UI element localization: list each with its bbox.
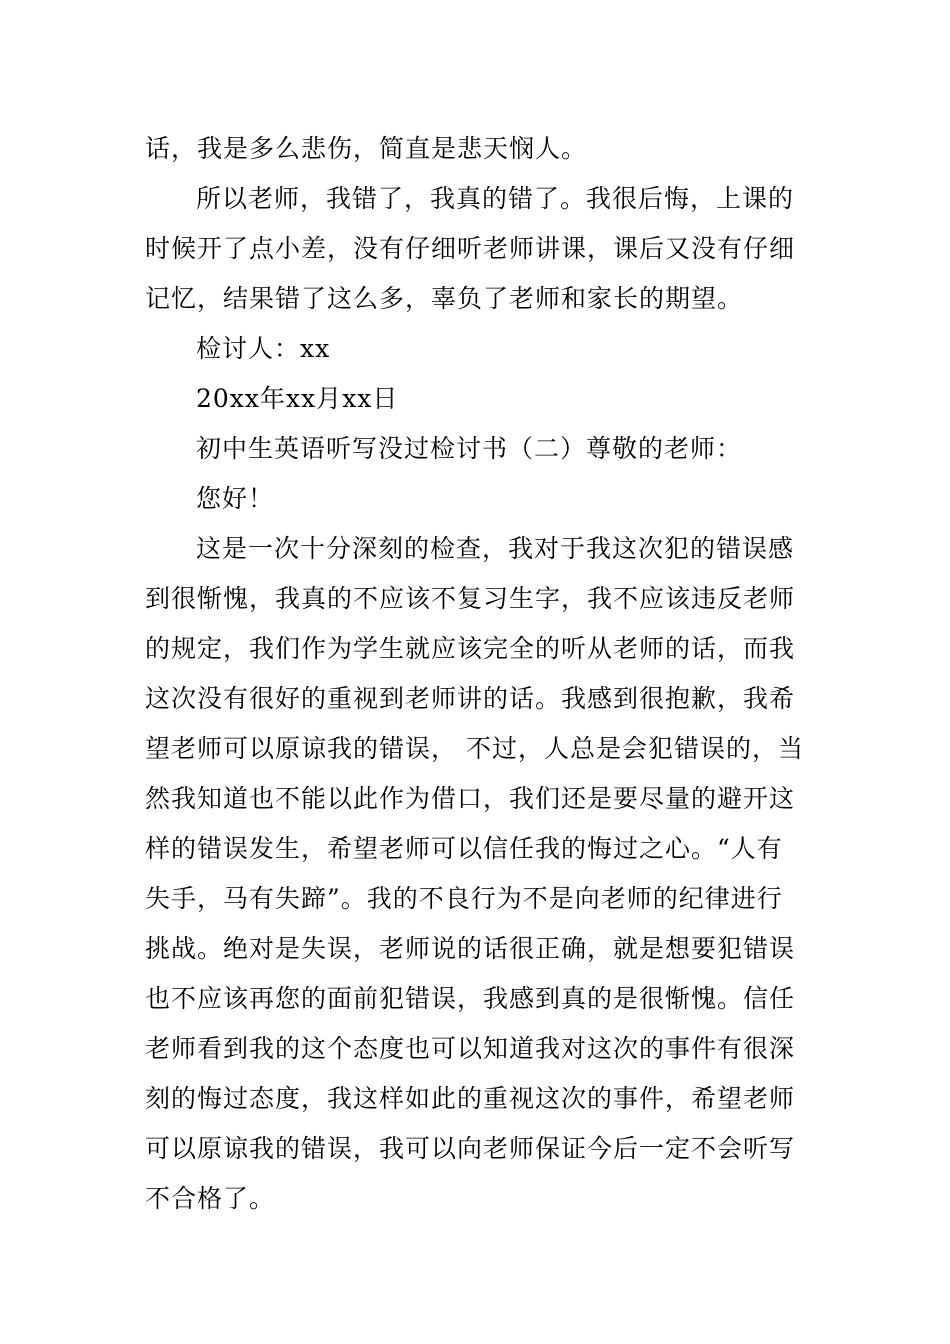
greeting-line: 您好！ — [196, 484, 275, 513]
paragraph-line: 的规定，我们作为学生就应该完全的听从老师的话，而我 — [145, 634, 796, 663]
paragraph-line: 失手，马有失蹄”。我的不良行为不是向老师的纪律进行 — [145, 884, 783, 913]
paragraph-line: 然我知道也不能以此作为借口，我们还是要尽量的避开这 — [145, 784, 796, 813]
paragraph-line: 记忆，结果错了这么多，辜负了老师和家长的期望。 — [145, 284, 744, 313]
paragraph-line: 样的错误发生，希望老师可以信任我的悔过之心。“人有 — [145, 834, 783, 863]
paragraph-line: 挑战。绝对是失误，老师说的话很正确，就是想要犯错误 — [145, 934, 796, 963]
paragraph-line: 老师看到我的这个态度也可以知道我对这次的事件有很深 — [145, 1034, 796, 1063]
paragraph-line: 望老师可以原谅我的错误， 不过，人总是会犯错误的，当 — [145, 734, 804, 763]
section-title: 初中生英语听写没过检讨书（二）尊敬的老师： — [196, 434, 743, 463]
paragraph-line: 时候开了点小差，没有仔细听老师讲课，课后又没有仔细 — [145, 234, 796, 263]
paragraph-line: 到很惭愧，我真的不应该不复习生字，我不应该违反老师 — [145, 584, 796, 613]
paragraph-line: 所以老师，我错了，我真的错了。我很后悔，上课的 — [196, 184, 795, 213]
paragraph-line: 刻的悔过态度，我这样如此的重视这次的事件，希望老师 — [145, 1084, 796, 1113]
paragraph-line: 话，我是多么悲伤，简直是悲天悯人。 — [145, 134, 588, 163]
paragraph-line: 可以原谅我的错误，我可以向老师保证今后一定不会听写 — [145, 1134, 796, 1163]
signature-line: 检讨人：xx — [196, 334, 331, 363]
paragraph-line: 这是一次十分深刻的检查，我对于我这次犯的错误感 — [196, 534, 795, 563]
paragraph-line: 也不应该再您的面前犯错误，我感到真的是很惭愧。信任 — [145, 984, 796, 1013]
date-line: 20xx年xx月xx日 — [196, 384, 399, 413]
paragraph-line: 这次没有很好的重视到老师讲的话。我感到很抱歉，我希 — [145, 684, 796, 713]
paragraph-line: 不合格了。 — [145, 1184, 276, 1213]
